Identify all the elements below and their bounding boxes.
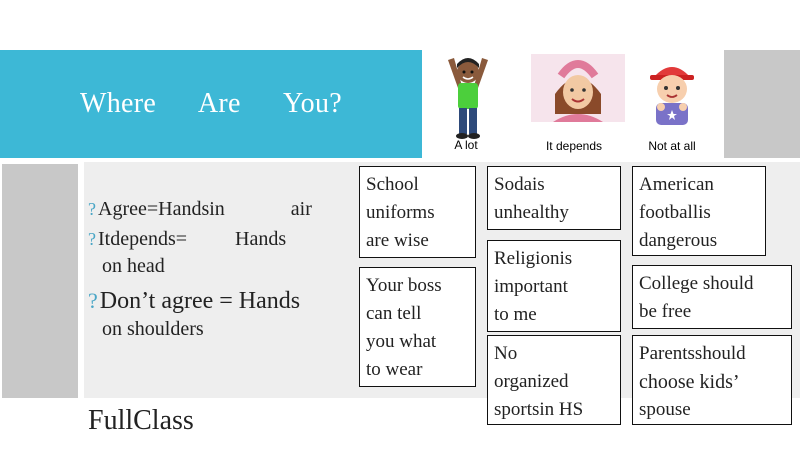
- activity-format-label: FullClass: [88, 405, 194, 436]
- instruction-depends-cont: on head: [102, 255, 165, 277]
- reaction-label-not-at-all: Not at all: [648, 139, 696, 153]
- statement-card-soda: Sodais unhealthy: [487, 166, 621, 230]
- boy-arms-up-icon: [440, 50, 496, 150]
- bullet-icon: ?: [88, 229, 96, 249]
- instruction-agree: ? Agree=Handsin air: [88, 198, 312, 220]
- statement-card-college: College should be free: [632, 265, 792, 329]
- instruction-disagree: ?Don’t agree = Hands: [88, 288, 301, 314]
- statement-card-parents: Parentsshould choose kids’ spouse: [632, 335, 792, 425]
- statement-card-school-uniforms: School uniforms are wise: [359, 166, 476, 258]
- bullet-icon: ?: [88, 288, 98, 313]
- instruction-list: [88, 196, 358, 343]
- instruction-disagree-cont: on shoulders: [102, 318, 204, 340]
- instruction-depends: ? Itdepends= Hands: [88, 228, 287, 250]
- child-hands-on-shoulders-icon: [640, 55, 704, 125]
- reaction-label-it-depends: It depends: [545, 139, 603, 153]
- decorative-gray-block: [724, 50, 800, 158]
- bullet-icon: ?: [88, 199, 96, 219]
- statement-card-boss-wear: Your boss can tell you what to wear: [359, 267, 476, 387]
- reaction-label-a-lot: A lot: [454, 138, 478, 152]
- statement-card-football: American footballis dangerous: [632, 166, 766, 256]
- statement-card-religion: Religionis important to me: [487, 240, 621, 332]
- statement-card-sports: No organized sportsin HS: [487, 335, 621, 425]
- woman-hands-on-head-icon: [531, 54, 625, 122]
- slide-title: Where Are You?: [79, 88, 343, 119]
- decorative-gray-block: [2, 164, 78, 398]
